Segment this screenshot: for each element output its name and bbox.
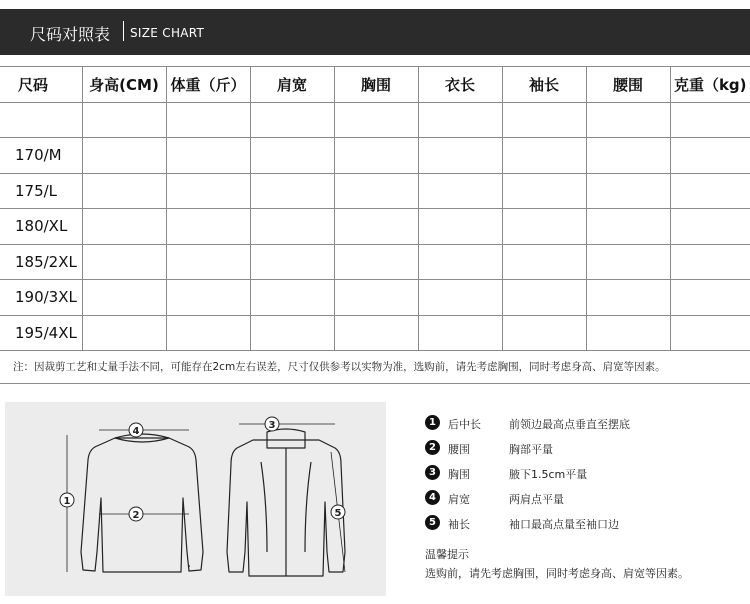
tips-text: 选购前，请先考虑胸围，同时考虑身高、肩宽等因素。	[425, 567, 689, 580]
title-divider	[123, 21, 124, 41]
legend-description: 两肩点平量	[509, 493, 564, 506]
number-badge-icon: 3	[425, 465, 440, 480]
table-row	[0, 244, 750, 280]
table-row	[0, 138, 750, 174]
size-cell: 195/4XL	[0, 315, 82, 351]
legend-name: 腰围	[448, 443, 470, 456]
back-jacket-outline	[81, 438, 203, 572]
table-row	[0, 315, 750, 351]
table-row	[0, 209, 750, 245]
legend-description: 袖口最高点量至袖口边	[509, 518, 619, 531]
table-header-row	[0, 67, 750, 103]
size-cell: 180/XL	[0, 209, 82, 245]
column-header: 衣长	[418, 67, 502, 103]
measurement-diagram	[5, 402, 386, 596]
title-bar	[0, 9, 750, 55]
title-chinese: 尺码对照表	[30, 25, 111, 44]
divider	[0, 383, 750, 384]
svg-text:5: 5	[334, 508, 342, 519]
column-header: 体重（斤）	[166, 67, 250, 103]
legend-name: 后中长	[448, 418, 481, 431]
legend-name: 袖长	[448, 518, 470, 531]
number-badge-icon: 1	[425, 415, 440, 430]
column-header: 袖长	[502, 67, 586, 103]
legend-description: 前领边最高点垂直至摆底	[509, 418, 630, 431]
table-row	[0, 102, 750, 138]
legend-name: 胸围	[448, 468, 470, 481]
table-row	[0, 280, 750, 316]
column-header: 尺码	[0, 67, 82, 103]
svg-text:4: 4	[132, 426, 140, 437]
svg-text:2: 2	[132, 510, 140, 521]
size-cell: 185/2XL	[0, 244, 82, 280]
svg-text:3: 3	[268, 420, 276, 431]
svg-text:1: 1	[63, 496, 71, 507]
legend-description: 腋下1.5cm平量	[509, 468, 588, 481]
title-english: SIZE CHART	[130, 26, 205, 40]
front-collar	[267, 429, 305, 448]
size-note: 注：因裁剪工艺和丈量手法不同，可能存在2cm左右误差，尺寸仅供参考以实物为准，选购前，请先考虑胸围，同时考虑身高、肩宽等因素。	[13, 361, 666, 373]
number-badge-icon: 5	[425, 515, 440, 530]
column-header: 肩宽	[250, 67, 334, 103]
legend-description: 胸部平量	[509, 443, 553, 456]
column-header: 身高(CM)	[82, 67, 166, 103]
jacket-illustration	[5, 402, 386, 596]
table-row	[0, 173, 750, 209]
legend-name: 肩宽	[448, 493, 470, 506]
tips-title: 温馨提示	[425, 548, 469, 561]
size-cell	[0, 102, 82, 138]
size-cell: 175/L	[0, 173, 82, 209]
column-header: 克重（kg)	[670, 67, 750, 103]
size-cell: 170/M	[0, 138, 82, 174]
size-table	[0, 66, 750, 351]
number-badge-icon: 2	[425, 440, 440, 455]
column-header: 胸围	[334, 67, 418, 103]
column-header: 腰围	[586, 67, 670, 103]
number-badge-icon: 4	[425, 490, 440, 505]
size-cell: 190/3XL	[0, 280, 82, 316]
